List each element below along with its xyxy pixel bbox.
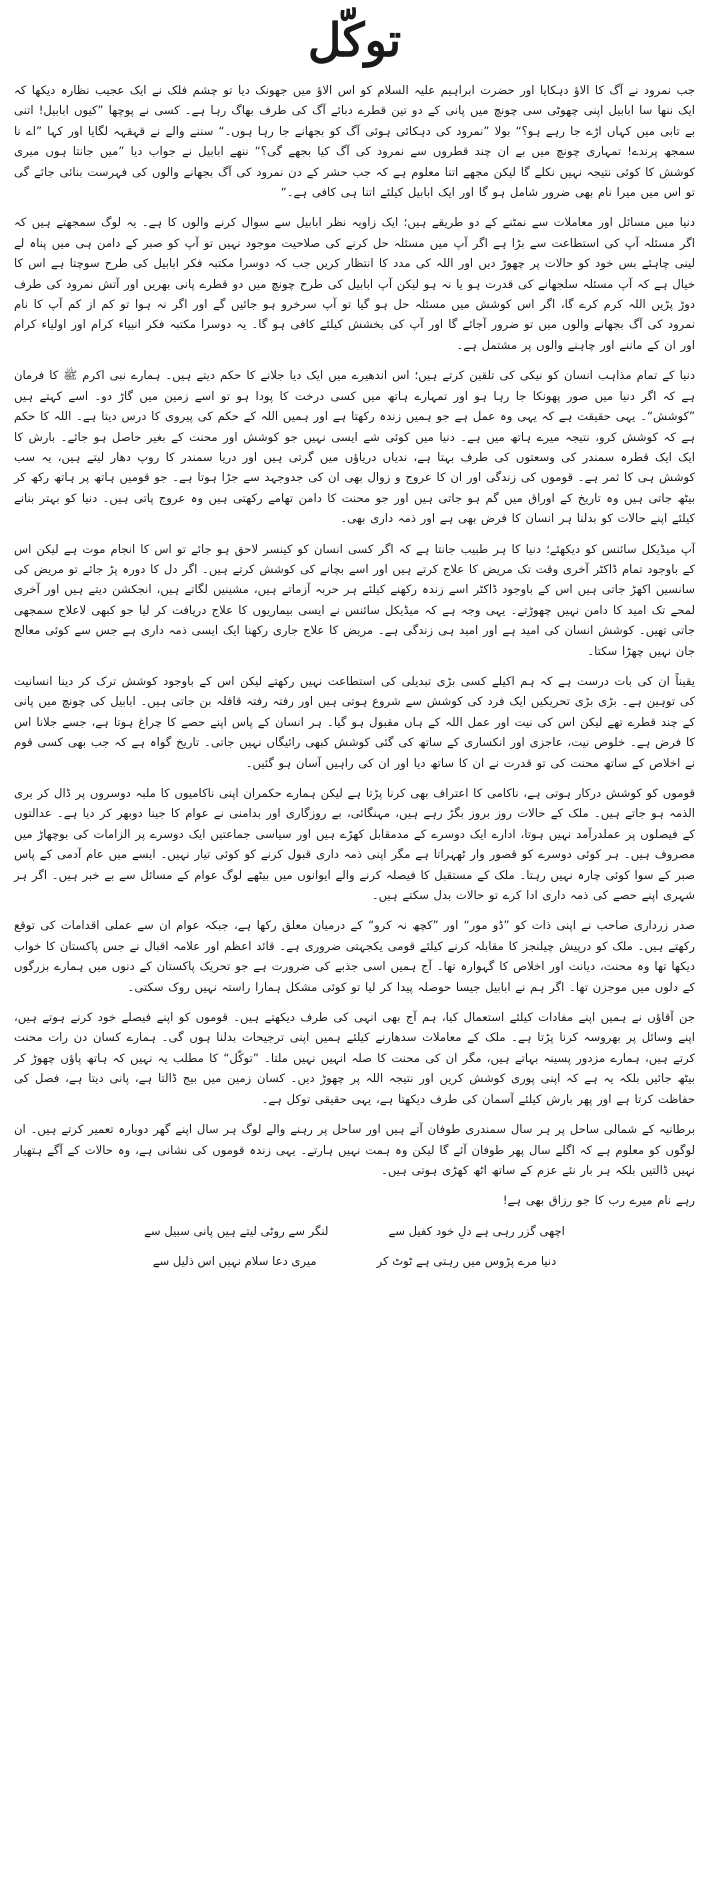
article-title: توکّل bbox=[307, 13, 402, 67]
closing-line: رہے نام میرے رب کا جو رزاق بھی ہے! bbox=[502, 1193, 695, 1208]
paragraph-8: جن آقاؤں نے ہمیں اپنے مفادات کیلئے استعمال کیا، ہم آج بھی انہی کی طرف دیکھتے ہیں۔ قوموں کو اپنے فیصلے خود کرنے ہوتے ہیں، اپنے وسائل پر بھروسہ کرنا پڑتا ہے۔ ملک کے معاملات سدھارنے کیلئے ہمیں اپنی ترجیحات بدلنا ہوں گی۔ ہمارے کسان دن رات محنت کرتے ہیں، ہمارے مزدور پسینہ بہاتے ہیں، مگر ان کی محنت کا صلہ انہیں نہیں ملتا۔ ”توکّل“ کا مطلب یہ نہیں کہ ہاتھ پاؤں چھوڑ کر بیٹھ جائیں بلکہ یہ ہے کہ اپنی پوری کوشش کریں اور نتیجہ اللہ پر چھوڑ دیں۔ کسان زمین میں بیج ڈالتا ہے، پانی دیتا ہے، فصل کی حفاظت کرتا ہے اور پھر بارش کیلئے آسمان کی طرف دیکھتا ہے، یہی حقیقی توکل ہے۔ bbox=[14, 1010, 695, 1106]
paragraph-4: آپ میڈیکل سائنس کو دیکھئے؛ دنیا کا ہر طبیب جانتا ہے کہ اگر کسی انسان کو کینسر لاحق ہو جائے تو اس کا انجام موت ہے لیکن اس کے باوجود تمام ڈاکٹر آخری وقت تک مریض کا علاج کرتے ہیں اور اسے بچانے کی کوشش کرتے ہیں۔ اگر دل کا دورہ پڑ جائے تو مریض کی سانسیں اکھڑ جاتی ہیں اس کے باوجود ڈاکٹر اسے زندہ رکھنے کیلئے ہر حربہ آزماتے ہیں، مشینیں لگاتے ہیں، انجکشن دیتے ہیں اور آخری لمحے تک امید کا دامن نہیں چھوڑتے۔ یہی وجہ ہے کہ میڈیکل سائنس نے ایسی بیماریوں کا علاج دریافت کر لیا جو کبھی لاعلاج سمجھی جاتی تھیں۔ کوشش انسان کی امید ہے اور امید ہی زندگی ہے۔ مریض کا علاج جاری رکھنا ایک ایسی ذمہ داری ہے جس سے کوئی معالج جان نہیں چھڑا سکتا۔ bbox=[14, 541, 695, 658]
closing-poem bbox=[14, 1221, 695, 1271]
paragraph-2: دنیا میں مسائل اور معاملات سے نمٹنے کے دو طریقے ہیں؛ ایک زاویہ نظر ابابیل سے سوال کرنے والوں کا ہے۔ یہ لوگ سمجھتے ہیں کہ اگر مسئلہ آپ کی استطاعت سے بڑا ہے اگر آپ میں مسئلہ حل کرنے کی صلاحیت موجود نہیں تو آپ کو صبر کے دامن ہی میں پناہ لے لینی چاہئے بس خود کو حالات پر چھوڑ دیں اور اللہ کی مدد کا انتظار کریں جب کہ دوسرا مکتبہ فکر ابابیل کی طرح سوچتا ہے اس کا خیال ہے کہ آپ مسئلہ سلجھانے کی قدرت ہو یا نہ ہو لیکن آپ ابابیل کی طرح چونچ میں دو قطرے پانی بھریں اور آتش نمرود کی طرف دوڑ پڑیں اللہ کرم کرے گا، اگر اس کوشش میں مسئلہ حل ہو گیا تو آپ سرخرو ہو جائیں گے اور اگر نہ ہوا تو کم از کم آپ کا نام نمرود کی آگ بجھانے والوں میں تو ضرور آجائے گا اور آپ کی بخشش کیلئے کافی ہو گا۔ یہ دوسرا مکتبہ فکر انبیاء کرام اور اولیاء کرام اور ان کے ماننے اور چاہنے والوں پر مشتمل ہے۔ bbox=[14, 215, 695, 352]
poem-line: لنگر سے روٹی لیتے ہیں پانی سبیل سے bbox=[144, 1223, 329, 1238]
paragraph-7: صدر زرداری صاحب نے اپنی ذات کو ”ڈو مور“ اور ”کچھ نہ کرو“ کے درمیان معلق رکھا ہے، جبکہ عوام ان سے عملی اقدامات کی توقع رکھتے ہیں۔ ملک کو درپیش چیلنجز کا مقابلہ کرنے کیلئے قومی یکجہتی ضروری ہے۔ قائد اعظم اور علامہ اقبال نے جس پاکستان کا خواب دیکھا تھا وہ محنت، دیانت اور اخلاص کا گہوارہ تھا۔ آج ہمیں اسی جذبے کی ضرورت ہے جو تحریک پاکستان کے دنوں میں ہمارے بزرگوں کے دلوں میں موجزن تھا۔ اگر ہم نے ابابیل جیسا حوصلہ پیدا کر لیا تو کوئی مشکل ہمارا راستہ نہیں روک سکتی۔ bbox=[14, 918, 695, 994]
paragraph-1: جب نمرود نے آگ کا الاؤ دہکایا اور حضرت ابراہیم علیہ السلام کو اس الاؤ میں جھونک دیا تو چشم فلک نے ایک عجیب نظارہ دیکھا کہ ایک ننھا سا ابابیل اپنی چھوٹی سی چونچ میں پانی کے دو تین قطرے دبائے آگ کی طرف بھاگ رہا ہے۔ کسی نے پوچھا ”کیوں ابابیل! اتنی بے تابی میں کہاں اڑے جا رہے ہو؟“ بولا ”نمرود کی دہکائی ہوئی آگ کو بجھانے جا رہا ہوں۔“ سننے والے نے قہقہہ لگایا اور کہا ”اے نا سمجھ پرندے! تمہاری چونچ میں بے ان چند قطروں سے نمرود کی آگ کیا بجھے گی؟“ ننھے ابابیل نے جواب دیا ”میں جانتا ہوں میری کوشش کا کوئی نتیجہ نہیں نکلے گا لیکن مجھے اتنا معلوم ہے کہ جب حشر کے دن نمرود کی آگ بجھانے والوں کی فہرست بنائی جائے گی تو اس میں میرا نام بھی ضرور شامل ہو گا اور ایک ابابیل کیلئے اتنا ہی کافی ہے۔“ bbox=[14, 83, 695, 200]
poem-line: اچھی گزر رہی ہے دلِ خود کفیل سے bbox=[388, 1223, 565, 1238]
poem-verse-2 bbox=[153, 1251, 557, 1271]
poem-verse-1 bbox=[144, 1221, 565, 1241]
poem-line: میری دعا سلام نہیں اس ذلیل سے bbox=[152, 1253, 317, 1268]
paragraph-3: دنیا کے تمام مذاہب انسان کو نیکی کی تلقین کرتے ہیں؛ اس اندھیرے میں ایک دیا جلانے کا حکم دیتے ہیں۔ ہمارے نبی اکرم ﷺ کا فرمان ہے کہ اگر دنیا میں صور پھونکا جا رہا ہو اور تمہارے ہاتھ میں کسی درخت کا پودا ہو تو اسے زمین میں گاڑ دو۔ اسے کہتے ہیں ”کوشش“۔ یہی حقیقت ہے کہ یہی وہ عمل ہے جو ہمیں زندہ رکھتا ہے اور ہمیں اللہ کے حکم کی پیروی کا درس دیتا ہے۔ اللہ کا حکم ہے کہ کوشش کرو، نتیجہ میرے ہاتھ میں ہے۔ دنیا میں کوئی شے ایسی نہیں جو کوشش اور محنت کے بغیر حاصل ہو جائے۔ بارش کا ایک ایک قطرہ سمندر کی وسعتوں کی طرف بہتا ہے، ندیاں دریاؤں میں گرتی ہیں اور دریا سمندر کا روپ دھار لیتے ہیں، یہ سب کوشش ہی کا ثمر ہے۔ قوموں کی زندگی اور ان کا عروج و زوال بھی ان کی جدوجہد سے جڑا ہوتا ہے۔ جو قومیں ہاتھ پر ہاتھ رکھ کر بیٹھ جاتی ہیں وہ تاریخ کے اوراق میں گم ہو جاتی ہیں اور جو محنت کا دامن تھامے رکھتی ہیں وہ عروج پاتی ہیں۔ دنیا کو بہتر بنانے کیلئے اپنے حالات کو بدلنا ہر انسان کا فرض بھی ہے اور ذمہ داری بھی۔ bbox=[14, 368, 695, 526]
paragraph-9: برطانیہ کے شمالی ساحل پر ہر سال سمندری طوفان آتے ہیں اور ساحل پر رہنے والے لوگ ہر سال اپنے گھر دوبارہ تعمیر کرتے ہیں۔ ان لوگوں کو معلوم ہے کہ اگلے سال پھر طوفان آئے گا لیکن وہ ہمت نہیں ہارتے۔ یہی زندہ قوموں کی نشانی ہے، وہ حالات کے آگے ہتھیار نہیں ڈالتیں بلکہ ہر بار نئے عزم کے ساتھ اٹھ کھڑی ہوتی ہیں۔ bbox=[14, 1122, 695, 1177]
paragraph-5: یقیناً ان کی بات درست ہے کہ ہم اکیلے کسی بڑی تبدیلی کی استطاعت نہیں رکھتے لیکن اس کے باوجود کوشش ترک کر دینا انسانیت کی توہین ہے۔ بڑی بڑی تحریکیں ایک فرد کی کوشش سے شروع ہوتی ہیں اور رفتہ رفتہ قافلہ بن جاتی ہیں۔ ابابیل کی چونچ میں پانی کے چند قطرے تھے لیکن اس کی نیت اور عمل اللہ کے ہاں مقبول ہو گیا۔ ہر انسان کے پاس اپنے حصے کا چراغ ہوتا ہے، جسے جلانا اس کا فرض ہے۔ خلوص نیت، عاجزی اور انکساری کے ساتھ کی گئی کوشش کبھی رائیگاں نہیں جاتی۔ تاریخ گواہ ہے کہ جب بھی کسی قوم نے اخلاص کے ساتھ محنت کی تو قدرت نے ان کا ساتھ دیا اور ان کی راہیں آسان ہو گئیں۔ bbox=[14, 673, 695, 770]
article-body bbox=[14, 80, 695, 1211]
poem-line: دنیا مرے پڑوس میں رہتی ہے ٹوٹ کر bbox=[376, 1253, 557, 1268]
paragraph-6: قوموں کو کوشش درکار ہوتی ہے، ناکامی کا اعتراف بھی کرنا پڑتا ہے لیکن ہمارے حکمران اپنی ناکامیوں کا ملبہ دوسروں پر ڈال کر بری الذمہ ہو جاتے ہیں۔ ملک کے حالات روز بروز بگڑ رہے ہیں، مہنگائی، بے روزگاری اور بدامنی نے عوام کا جینا دوبھر کر دیا ہے۔ عدالتوں کے فیصلوں پر عملدرآمد نہیں ہوتا، ادارے ایک دوسرے کے مدمقابل کھڑے ہیں اور سیاسی جماعتیں ایک دوسرے پر الزامات کی بوچھاڑ میں مصروف ہیں۔ ہر کوئی دوسرے کو قصور وار ٹھہراتا ہے مگر اپنی ذمہ داری قبول کرنے کو کوئی تیار نہیں۔ ایسے میں عام آدمی کے پاس صبر کے سوا کوئی چارہ نہیں رہتا۔ ملک کے مستقبل کا فیصلہ کرنے والے ایوانوں میں بیٹھے لوگ عوام کے مسائل سے بے خبر ہیں۔ اگر ہر شہری اپنے حصے کی ذمہ داری ادا کرے تو حالات بدل سکتے ہیں۔ bbox=[14, 786, 695, 903]
